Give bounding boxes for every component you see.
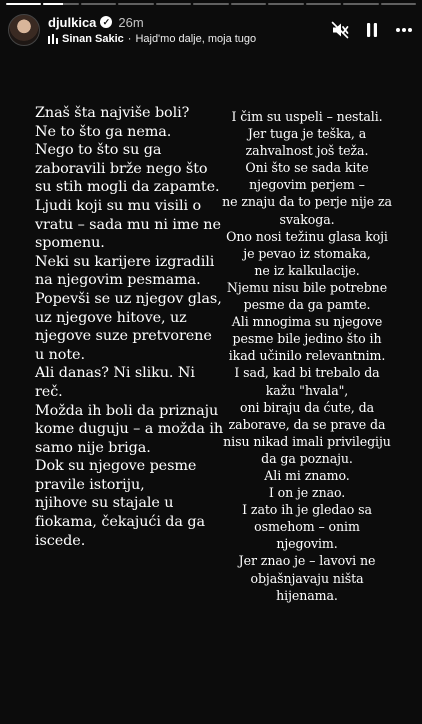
- music-artist: Sinan Sakic: [62, 32, 124, 45]
- poem-line: Nego to što su ga zaboravili brže nego što su stih mogli da zapamte.: [35, 142, 220, 196]
- poem-line: Njemu nisu bile potrebne pesme da ga pamte.: [226, 279, 388, 313]
- poem-line: Ljudi koji su mu visili o vratu – sada mu ni ime ne spomenu.: [35, 197, 221, 252]
- poem-line: Znaš šta najviše boli?: [35, 105, 190, 121]
- story-progress-fill: [43, 3, 62, 5]
- music-song: Hajd'mo dalje, moja tugo: [135, 32, 257, 45]
- story-progress-segment: [81, 3, 116, 5]
- poem-line: Ono nosi težinu glasa koji je pevao iz stomaka,: [226, 228, 388, 261]
- poem-line: I čim su uspeli – nestali.: [231, 109, 383, 124]
- poem-line: I zato ih je gledao sa osmehom – onim njegovim.: [242, 502, 372, 552]
- avatar[interactable]: [8, 14, 40, 46]
- story-progress-segment: [343, 3, 378, 5]
- story-progress-segment: [268, 3, 303, 5]
- story-progress-segment: [43, 3, 78, 5]
- poem-line: Neki su karijere izgradili na njegovim pesmama.: [35, 253, 215, 289]
- story-progress-segment: [306, 3, 341, 5]
- music-row[interactable]: [48, 32, 324, 46]
- poem-line: njihove su stajale u fiokama, čekajući da ga iscede.: [35, 495, 205, 549]
- story-progress-segment: [156, 3, 191, 5]
- poem-line: ne iz kalkulacije.: [254, 262, 360, 278]
- poem-line: Popevši se uz njegov glas, uz njegove hitove, uz njegove suze pretvorene u note.: [35, 290, 222, 363]
- story-header: [8, 12, 414, 48]
- poem-line: Možda ih boli da priznaju kome duguju – a možda ih samo nije briga.: [35, 402, 224, 456]
- poem-left-column: [35, 104, 225, 550]
- poem-line: Dok su njegove pesme pravile istoriju,: [35, 458, 197, 493]
- story-progress-fill: [6, 3, 41, 5]
- story-progress-segment: [381, 3, 416, 5]
- poem-line: Ne to što ga nema.: [35, 123, 172, 140]
- more-button[interactable]: [394, 20, 414, 40]
- story-progress-segment: [6, 3, 41, 5]
- poem-line: oni biraju da ćute, da zaborave, da se prave da nisu nikad imali privilegiju da ga poznaju.: [223, 399, 391, 466]
- poem-line: I on je znao.: [268, 485, 346, 501]
- poem-line: Ali mnogima su njegove pesme bile jedino što ih ikad učinilo relevantnim.: [228, 314, 386, 364]
- music-separator: ·: [127, 32, 132, 45]
- music-bars-icon: [48, 34, 58, 44]
- poem-line: Jer znao je – lavovi ne objašnjavaju ništa hijenama.: [238, 553, 376, 603]
- username[interactable]: djulkica: [48, 14, 97, 30]
- story-progress-segment: [118, 3, 153, 5]
- mute-icon: [331, 21, 349, 39]
- pause-button[interactable]: [362, 20, 382, 40]
- pause-icon: [365, 22, 379, 38]
- poem-line: Jer tuga je teška, a zahvalnost još teža.: [245, 126, 369, 159]
- mute-button[interactable]: [330, 20, 350, 40]
- story-progress-segment: [231, 3, 266, 5]
- poem-line: Oni što se sada kite njegovim perjem –: [245, 160, 369, 193]
- user-row: [48, 15, 324, 30]
- story-progress-bars: [6, 3, 416, 6]
- more-icon: [395, 27, 413, 33]
- header-text: [48, 15, 324, 46]
- poem-line: I sad, kad bi trebalo da kažu "hvala",: [234, 365, 380, 398]
- verified-icon: ✓: [100, 16, 112, 28]
- time-ago: 26m: [118, 14, 144, 30]
- story-controls: [330, 20, 414, 40]
- story-progress-segment: [193, 3, 228, 5]
- poem-line: Ali mi znamo.: [264, 467, 350, 483]
- poem-line: Ali danas? Ni sliku. Ni reč.: [35, 365, 195, 400]
- poem-line: ne znaju da to perje nije za svakoga.: [222, 194, 392, 227]
- poem-right-column: [222, 108, 392, 604]
